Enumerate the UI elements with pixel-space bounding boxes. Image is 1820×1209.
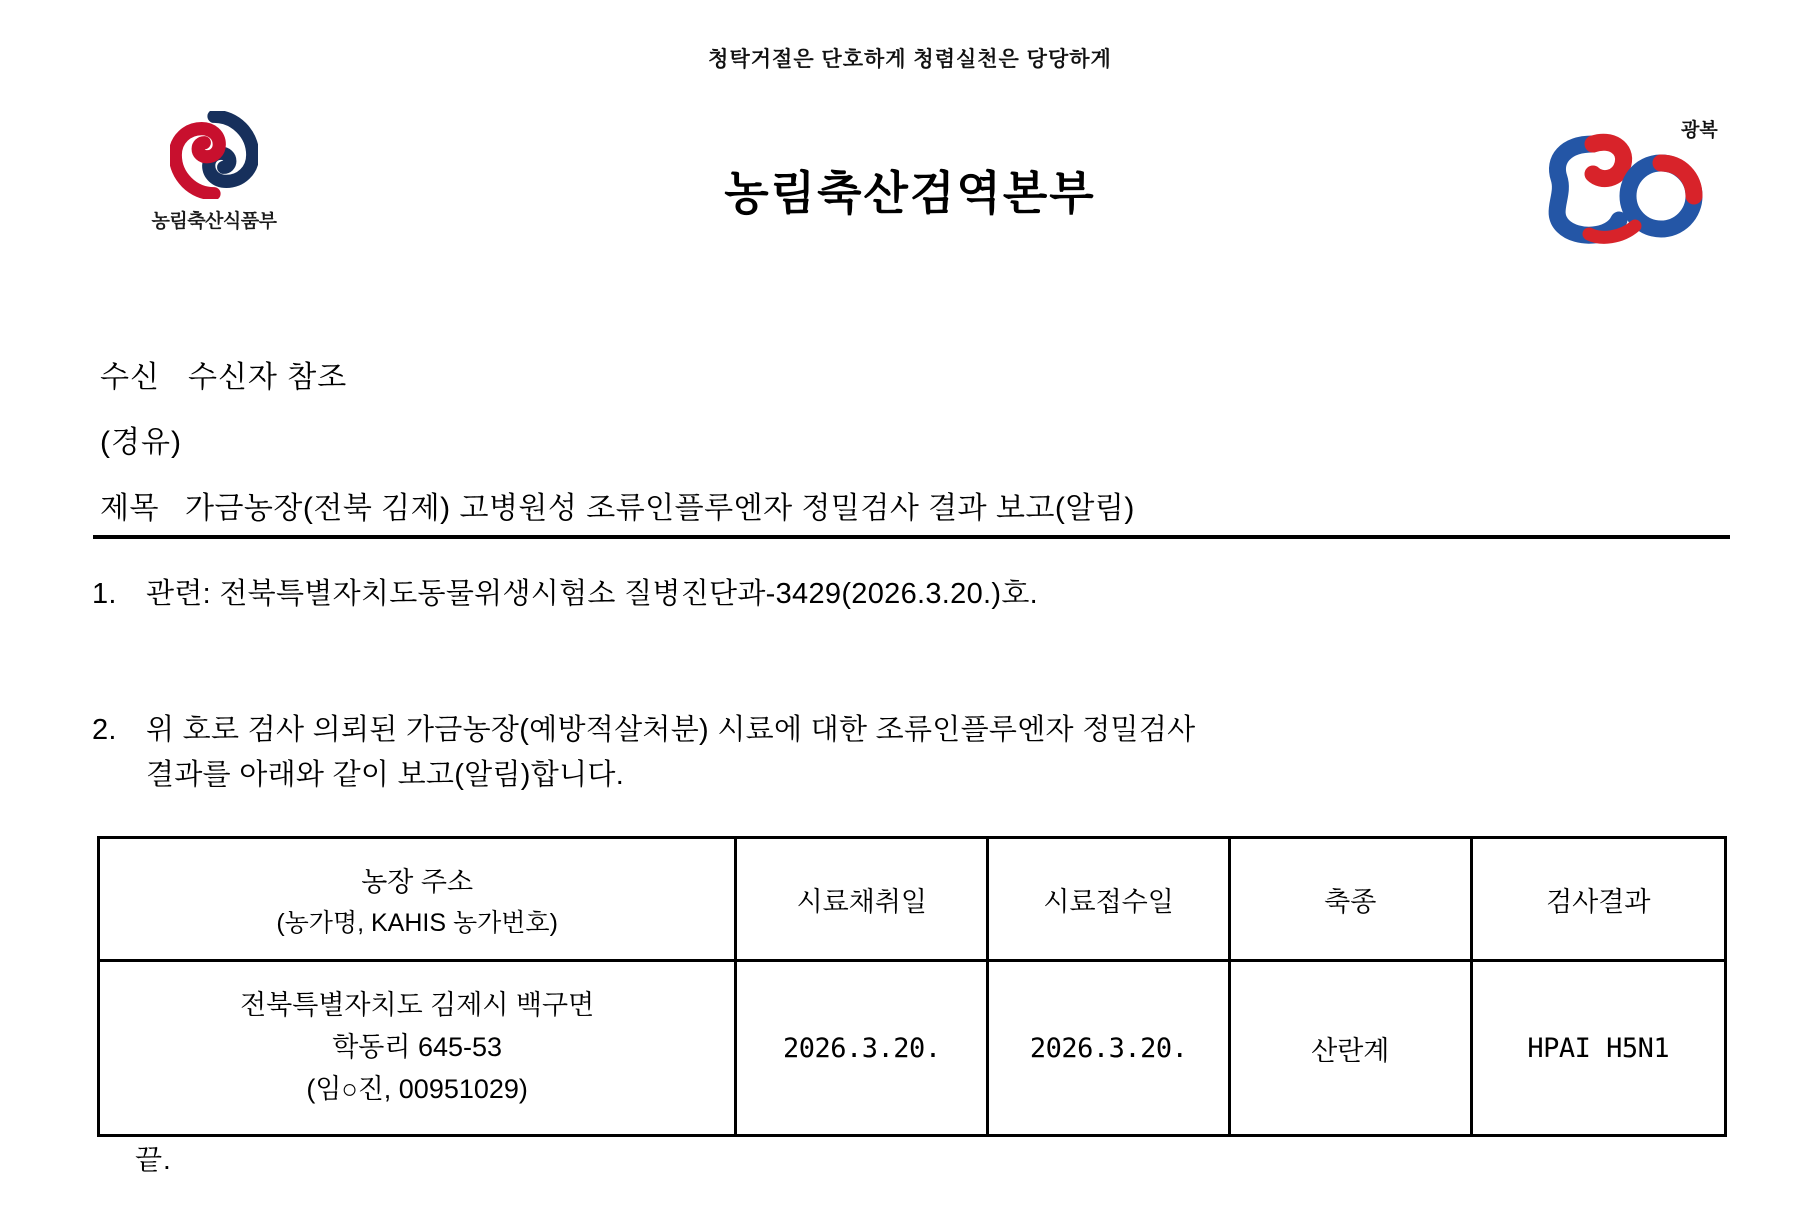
column-header-receipt-date: 시료접수일 [988,838,1230,961]
end-mark: 끝. [135,1144,172,1175]
column-header-result: 검사결과 [1471,838,1725,961]
column-header-address-sub: (농가명, KAHIS 농가번호) [276,908,558,937]
cell-species: 산란계 [1229,961,1471,1136]
cell-result: HPAI H5N1 [1471,961,1725,1136]
farm-address-line-3: (임○진, 00951029) [306,1073,528,1104]
cell-sampling-date: 2026.3.20. [736,961,988,1136]
paragraph-2-text-line1: 위 호로 검사 의뢰된 가금농장(예방적살처분) 시료에 대한 조류인플루엔자 정밀검사 [146,714,1196,746]
table-row [99,961,1726,1136]
header-divider [93,535,1730,539]
recipient-label: 수신 [100,361,160,394]
paragraph-2-text-line2: 결과를 아래와 같이 보고(알림)합니다. [146,758,625,791]
paragraph-1-text: 관련: 전북특별자치도동물위생시험소 질병진단과-3429(2026.3.20.)호. [146,578,1038,610]
recipient-line [100,352,347,396]
farm-address-line-2: 학동리 645-53 [332,1032,503,1063]
anniversary-emblem-icon [1515,108,1725,253]
column-header-address [99,838,736,961]
page-title: 농림축산검역본부 [724,167,1096,219]
paragraph-1 [92,572,1742,617]
column-header-address-main: 농장 주소 [361,866,474,897]
paragraph-2 [92,708,1752,798]
subject-value: 가금농장(전북 김제) 고병원성 조류인플루엔자 정밀검사 결과 보고(알림) [184,492,1135,525]
recipient-value: 수신자 참조 [187,361,348,394]
inspection-result-table [97,836,1727,1137]
column-header-sampling-date: 시료채취일 [736,838,988,961]
subject-line [100,483,1135,527]
column-header-species: 축종 [1229,838,1471,961]
paragraph-1-number: 1. [92,578,117,610]
via-line: (경유) [100,426,182,459]
slogan-text: 청탁거절은 단호하게 청렴실천은 당당하게 [708,48,1112,71]
table-header-row [99,838,1726,961]
ministry-name: 농림축산식품부 [151,211,277,232]
cell-farm-address [99,961,736,1136]
cell-receipt-date: 2026.3.20. [988,961,1230,1136]
subject-label: 제목 [100,492,159,525]
paragraph-2-number: 2. [92,714,117,746]
anniversary-label: 광복 [1681,120,1718,141]
farm-address-line-1: 전북특별자치도 김제시 백구면 [240,990,595,1021]
